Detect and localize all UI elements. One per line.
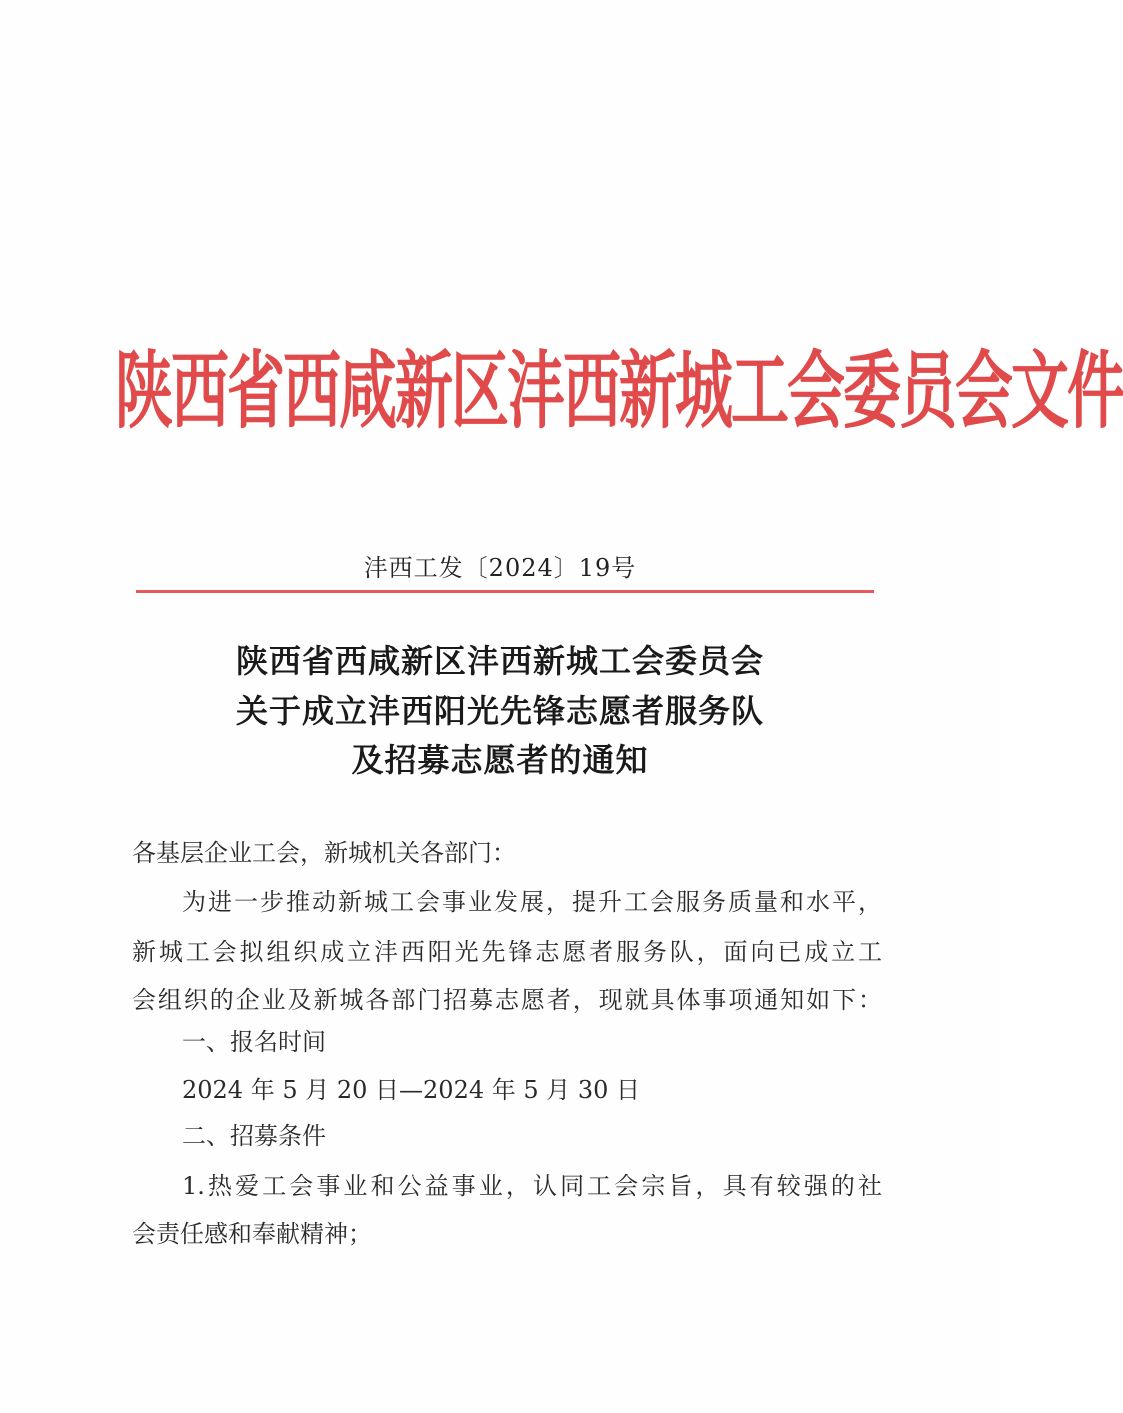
notice-title-line-3: 及招募志愿者的通知 — [351, 741, 649, 779]
section-2-item-1-line-2: 会责任感和奉献精神； — [132, 1220, 372, 1248]
notice-title-line-2: 关于成立沣西阳光先锋志愿者服务队 — [235, 692, 764, 730]
section-2-item-1-line-1: 1.热爱工会事业和公益事业，认同工会宗旨，具有较强的社 — [182, 1172, 882, 1200]
section-1-content: 2024 年 5 月 20 日—2024 年 5 月 30 日 — [182, 1076, 641, 1104]
section-2-heading: 二、招募条件 — [182, 1122, 326, 1150]
notice-title-line-1: 陕西省西咸新区沣西新城工会委员会 — [235, 642, 764, 680]
red-divider-line — [136, 590, 874, 593]
section-1-heading: 一、报名时间 — [182, 1028, 326, 1056]
intro-line-2: 新城工会拟组织成立沣西阳光先锋志愿者服务队，面向已成立工 — [132, 938, 882, 966]
document-number: 沣西工发〔2024〕19号 — [363, 554, 637, 582]
salutation: 各基层企业工会，新城机关各部门： — [132, 839, 516, 867]
intro-line-3: 会组织的企业及新城各部门招募志愿者，现就具体事项通知如下： — [132, 986, 882, 1014]
intro-line-1: 为进一步推动新城工会事业发展，提升工会服务质量和水平， — [182, 888, 882, 916]
masthead-title: 陕西省西咸新区沣西新城工会委员会文件 — [115, 341, 1123, 441]
